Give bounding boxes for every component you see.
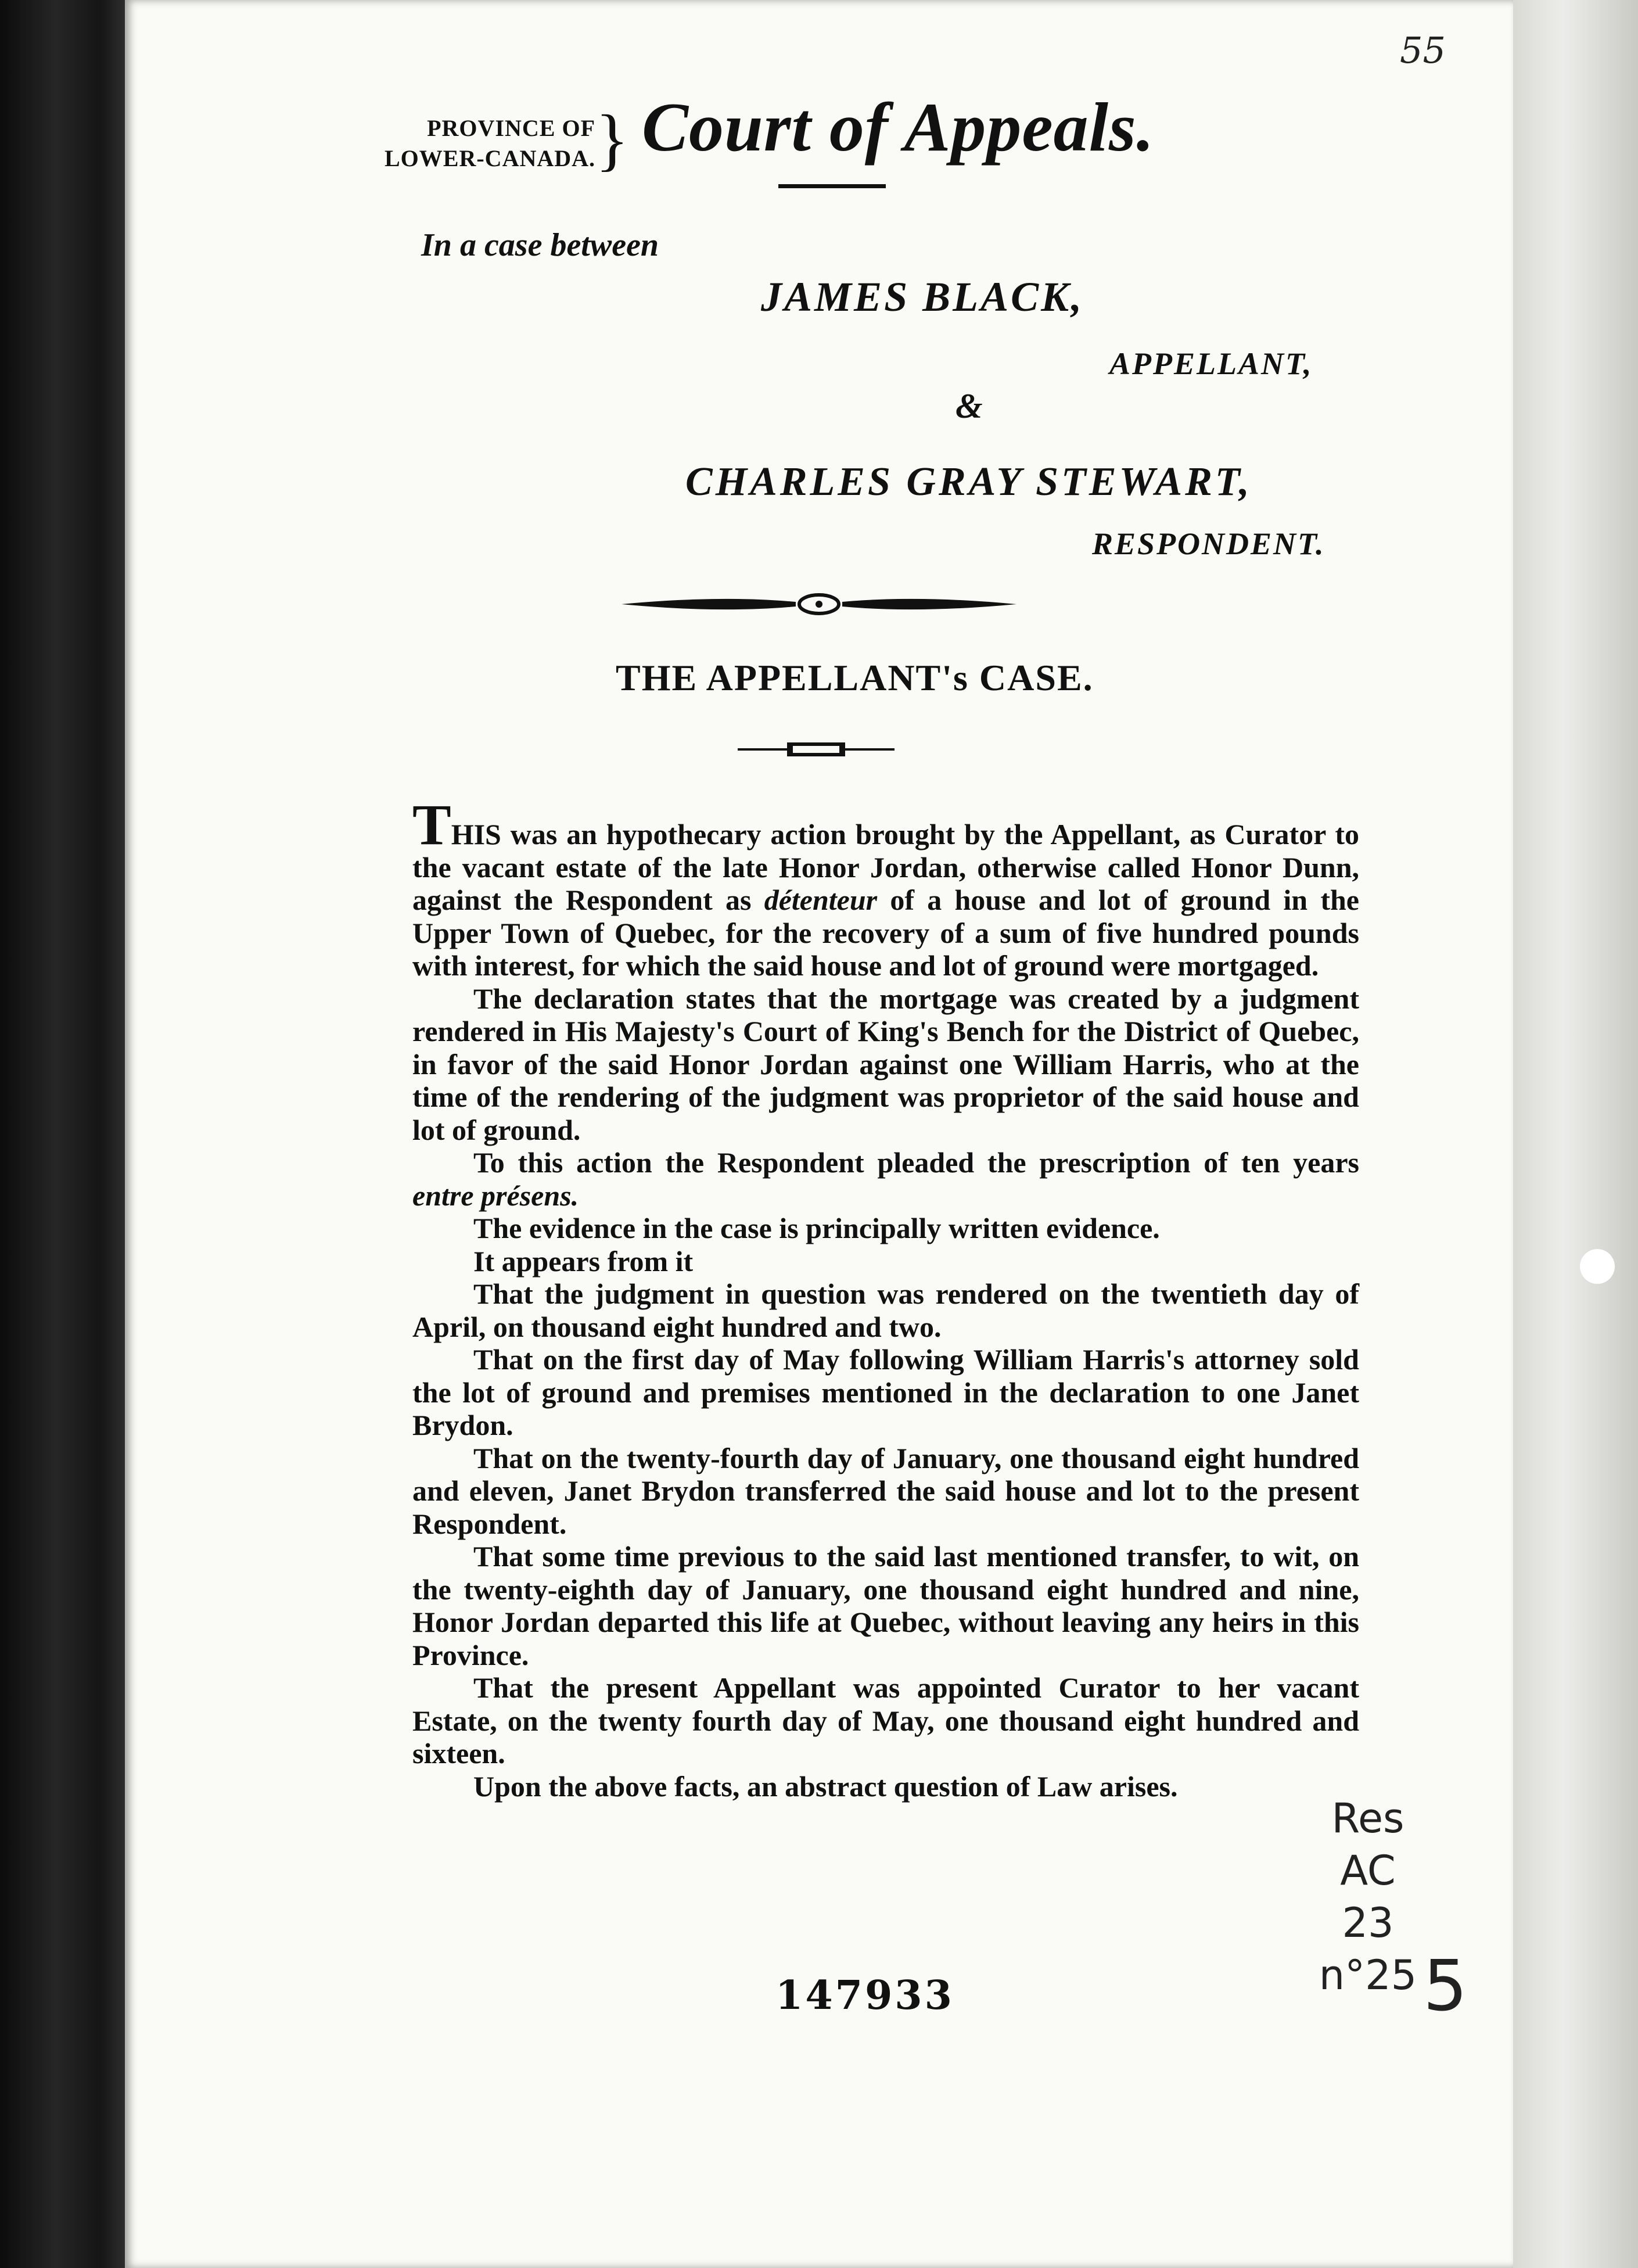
appellant-role: APPELLANT, bbox=[1109, 346, 1313, 381]
short-rule bbox=[778, 184, 886, 188]
paragraph-6: That the judgment in question was rendered on the twentieth day of April, on thousand eight hundred and two. bbox=[412, 1277, 1359, 1343]
province-label bbox=[369, 113, 595, 174]
paragraph-1: THIS was an hypothecary action brought by the Appellant, as Curator to the vacant estate of the late Honor Jordan, otherwise called Honor Dunn, against the Respondent as détenteur of a house and lot of ground in the Upper Town of Quebec, for the recovery of a sum of five hundred pounds with interest, for which the said house and lot of ground were mortgaged. bbox=[412, 792, 1359, 982]
brace-glyph: } bbox=[595, 101, 629, 178]
book-binding bbox=[0, 0, 125, 2268]
paragraph-7: That on the first day of May following William Harris's attorney sold the lot of ground and premises mentioned in the declaration to one Janet Brydon. bbox=[412, 1343, 1359, 1441]
case-intro: In a case between bbox=[421, 227, 659, 263]
paragraph-10: That the present Appellant was appointed Curator to her vacant Estate, on the twenty fourth day of May, one thousand eight hundred and sixteen. bbox=[412, 1671, 1359, 1770]
respondent-role: RESPONDENT. bbox=[1092, 526, 1326, 561]
paper-blemish bbox=[1580, 1249, 1615, 1284]
paragraph-4: The evidence in the case is principally written evidence. bbox=[473, 1212, 1160, 1244]
handwritten-margin-mark: 5 bbox=[1423, 1946, 1468, 2027]
province-line-2: LOWER-CANADA. bbox=[385, 145, 595, 171]
bar-divider bbox=[738, 738, 895, 761]
folio-number: 55 bbox=[1400, 29, 1446, 71]
paragraph-2: The declaration states that the mortgage was created by a judgment rendered in His Majesty's Court of King's Bench for the District of Quebec, in favor of the said Honor Jordan against one William Harris, who at the time of the rendering of the judgment was proprietor of the said house and lot of ground. bbox=[412, 982, 1359, 1146]
ornamental-divider bbox=[622, 587, 1016, 622]
appellant-name: JAMES BLACK, bbox=[761, 274, 1084, 320]
province-line-1: PROVINCE OF bbox=[427, 115, 595, 141]
shelfmark-line-2: AC bbox=[1340, 1847, 1396, 1894]
respondent-name: CHARLES GRAY STEWART, bbox=[685, 460, 1252, 504]
shelfmark-line-3: 23 bbox=[1342, 1899, 1394, 1947]
case-body-text bbox=[412, 792, 1359, 1803]
paragraph-11: Upon the above facts, an abstract question of Law arises. bbox=[473, 1770, 1178, 1803]
catalog-number: 147933 bbox=[775, 1972, 954, 2019]
court-title: Court of Appeals. bbox=[642, 88, 1155, 166]
paragraph-8: That on the twenty-fourth day of January, one thousand eight hundred and eleven, Janet Brydon transferred the said house and lot to the present Respondent. bbox=[412, 1441, 1359, 1540]
ampersand: & bbox=[956, 387, 983, 425]
paragraph-5: It appears from it bbox=[473, 1244, 694, 1277]
facing-page-edge bbox=[1513, 0, 1638, 2268]
case-title: THE APPELLANT's CASE. bbox=[616, 657, 1094, 698]
shelfmark-line-1: Res bbox=[1331, 1795, 1404, 1842]
drop-cap: T bbox=[412, 792, 451, 857]
shelfmark-line-4: n°25 bbox=[1319, 1951, 1417, 1999]
paragraph-9: That some time previous to the said last mentioned transfer, to wit, on the twenty-eighth day of January, one thousand eight hundred and nine, Honor Jordan departed this life at Quebec, without leaving any heirs in this Province. bbox=[412, 1540, 1359, 1671]
paragraph-3: To this action the Respondent pleaded the prescription of ten years entre présens. bbox=[412, 1146, 1359, 1212]
